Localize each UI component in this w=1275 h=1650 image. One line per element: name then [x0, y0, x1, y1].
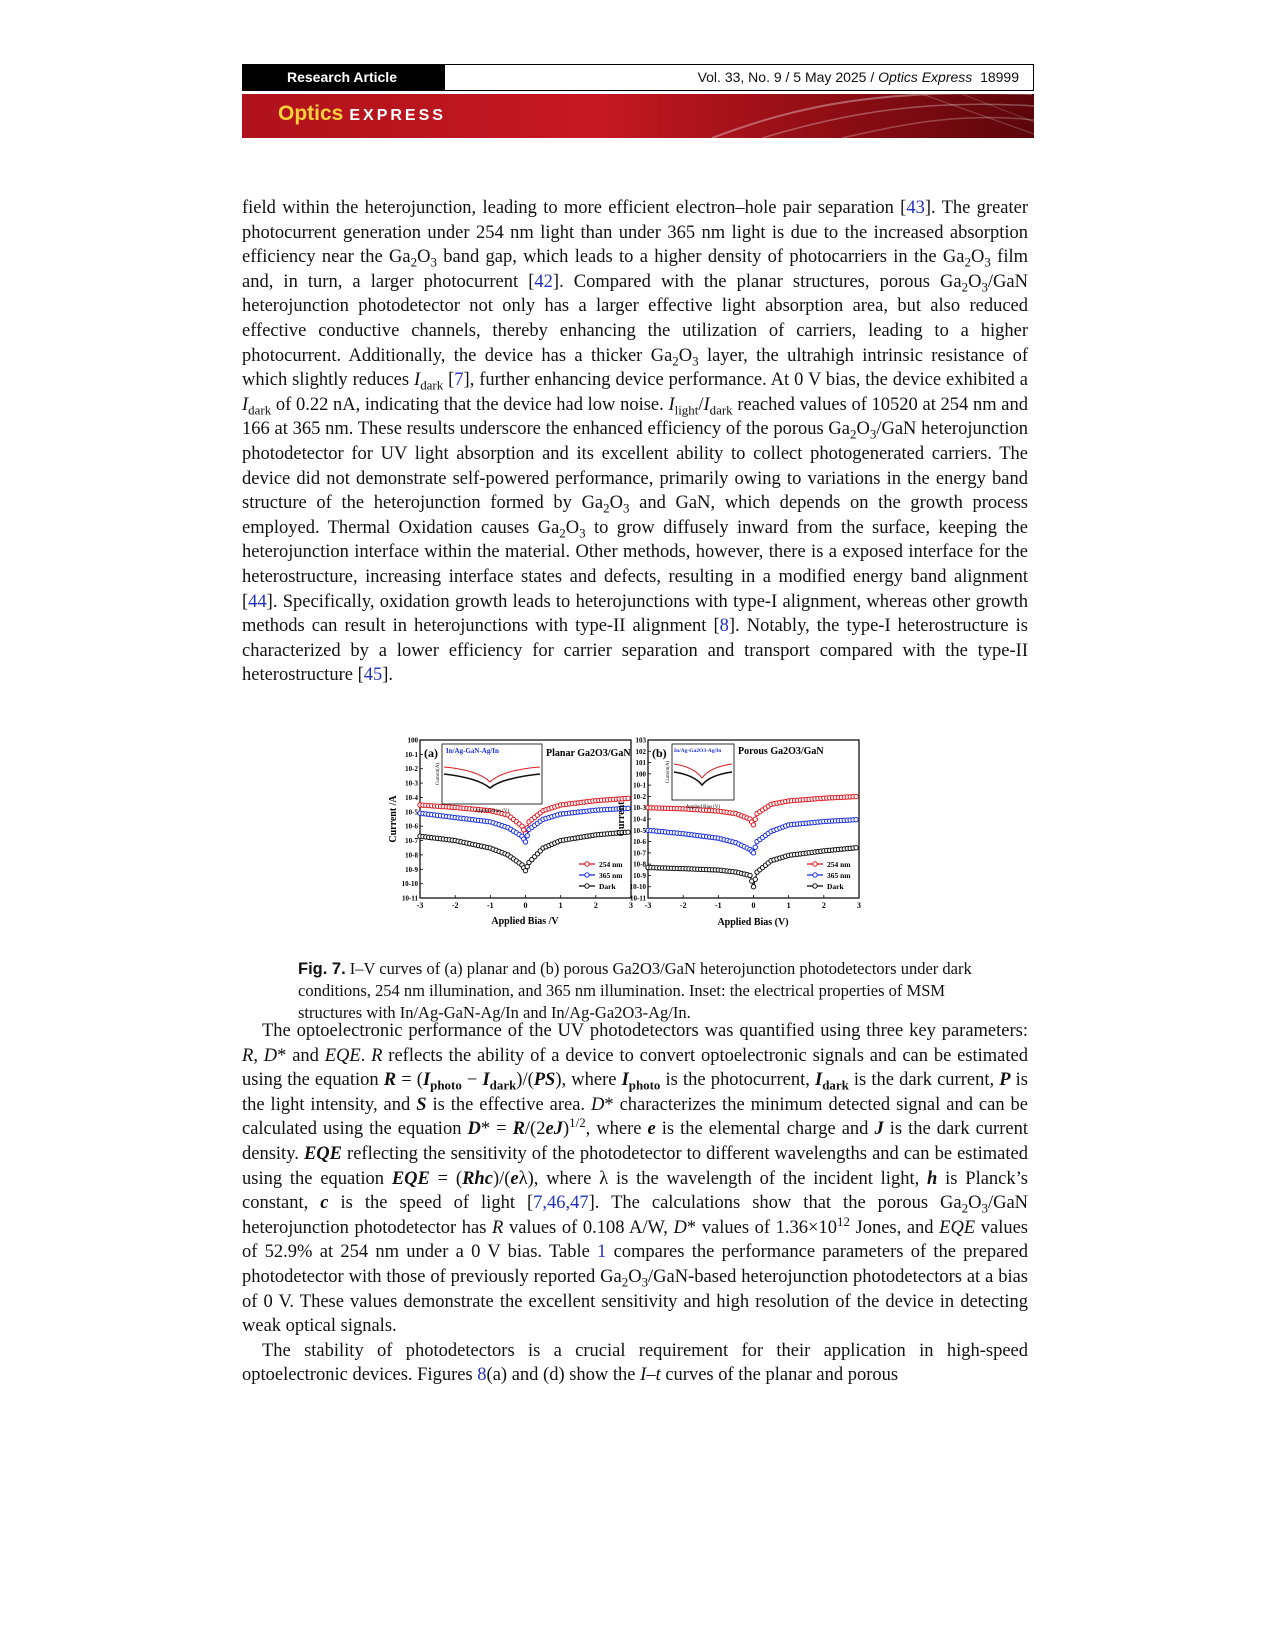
x-tick-label: 3 — [857, 901, 861, 910]
data-point — [753, 845, 757, 849]
y-tick-label: 102 — [635, 747, 646, 756]
body-paragraph-2: The optoelectronic performance of the UV photodetectors was quantified using three key parameters: R, D* and EQE. R reflects the ability of a device to convert optoelectronic signals and can be estimated using the equation $R = (I_{photo} - I_{dark})/(PS)$, where $I_{photo}$ is the photocurrent, $I_{dark}$ is the dark current, P is the light intensity, and S is the effective area. D* characterizes the minimum detected signal and can be calculated using the equation $D* = R/(2eJ)^{1/2}$, where e is the elemental charge and J is the dark current density. EQE reflecting the sensitivity of the photodetector to different wavelengths and can be estimated using the equation EQE = (Rhc)/(eλ), where λ is the wavelength of the incident light, h is Planck’s constant, c is the speed of light [7,46,47]. The calculations show that the porous $Ga_2O_3$/GaN heterojunction photodetector has R values of 0.108 A/W, D* values of $1.36\times 10^{12}$ Jones, and EQE values of 52.9% at 254 nm under a 0 V bias. Table 1 compares the performance parameters of the prepared photodetector with those of previously reported $Ga_2O_3/GaN$-based heterojunction photodetectors at a bias of 0 V. These values demonstrate the excellent sensitivity and high resolution of the device in detecting weak optical signals. The stability of photodetectors is a crucial requirement for their application in high-speed optoelectronic devices. Figures 8(a) and (d) show the I–t curves of the planar and porous — [242, 1021, 1029, 1386]
data-point — [854, 817, 858, 821]
x-tick-label: -2 — [679, 901, 687, 910]
y-tick-label: 10-10 — [401, 880, 418, 889]
y-tick-label: 10-3 — [405, 779, 418, 788]
x-tick-label: 1 — [786, 901, 791, 910]
data-point — [854, 846, 858, 850]
figure-link[interactable]: 8 — [477, 1365, 487, 1386]
y-tick-label: 10-1 — [633, 781, 646, 790]
x-tick-label: -3 — [416, 901, 424, 910]
body-paragraph-1: field within the heterojunction, leading to more efficient electron–hole pair separation [43]. The greater photocurrent generation under 254 nm light than under 365 nm light is due to the increased absorption efficiency near the $Ga_2O_3$ band gap, which leads to a higher density of photocarriers in the $Ga_2O_3$ film and, in turn, a larger photocurrent [42]. Compared with the planar structures, porous $Ga_2O_3$/GaN heterojunction photodetector not only has a larger effective light absorption area, but also reduced effective conductive channels, thereby enhancing the utilization of carriers, leading to a higher photocurrent. Additionally, the device has a thicker $Ga_2O_3$ layer, the ultrahigh intrinsic resistance of which slightly reduces $I_{dark}$ [7], further enhancing device performance. At 0 V bias, the device exhibited a $I_{dark}$ of 0.22 nA, indicating that the device had low noise. $I_{light}/I_{dark}$ reached values of 10520 at 254 nm and 166 at 365 nm. These results underscore the enhanced efficiency of the porous $Ga_2O_3$/GaN heterojunction photodetector for UV light absorption and its excellent ability to collect photogenerated carriers. The device did not demonstrate self-powered performance, primarily owing to variations in the energy band structure of the heterojunction formed by $Ga_2O_3$ and GaN, which depends on the growth process employed. Thermal Oxidation causes $Ga_2O_3$ to grow diffusely inward from the surface, keeping the heterojunction interface within the material. Other methods, however, there is a exposed interface for the heterostructure, increasing interface states and defects, resulting in a modified energy band alignment [44]. Specifically, oxidation growth leads to heterojunctions with type-I alignment, whereas other growth methods can result in heterojunctions with type-II alignment [8]. Notably, the type-I heterostructure is characterized by a lower efficiency for carrier separation and transport compared with the type-II heterostructure [45]. — [242, 198, 1029, 686]
y-tick-label: 10-11 — [402, 894, 418, 903]
article-type: Research Article — [243, 65, 445, 90]
x-tick-label: 0 — [523, 901, 528, 910]
data-point — [753, 817, 757, 821]
citation-link[interactable]: 45 — [363, 665, 383, 686]
panel-b-inset-label: In/Ag-Ga2O3-Ag/In — [674, 748, 722, 754]
y-tick-label: 10-8 — [405, 851, 418, 860]
panel-b-ylabel: Current — [616, 801, 627, 837]
y-tick-label: 10-9 — [405, 865, 418, 874]
caption-text: I–V curves of (a) planar and (b) porous Ga2O3/GaN heterojunction photodetectors under dark conditions, 254 nm illumination, and 365 nm illumination. Inset: the electrical properties of MSM structures with In/Ag-GaN-Ag/In and In/Ag-Ga2O3-Ag/In. — [298, 959, 972, 1022]
panel-a-xlabel: Applied Bias /V — [491, 916, 559, 927]
page-number: 18999 — [980, 69, 1019, 85]
citation-link[interactable]: 8 — [719, 616, 729, 637]
journal-banner — [242, 94, 1034, 138]
figure-caption — [298, 958, 998, 1024]
panel-a-inset-xlabel: Applied Bias (V) — [474, 809, 510, 814]
y-tick-label: 10-5 — [405, 808, 418, 817]
citation-link[interactable]: 7 — [454, 370, 464, 391]
y-tick-label: 100 — [635, 770, 646, 779]
legend-marker — [585, 884, 589, 888]
y-tick-label: 10-5 — [633, 826, 646, 835]
data-point — [751, 823, 755, 827]
x-tick-label: 2 — [821, 901, 826, 910]
y-tick-label: 103 — [635, 736, 646, 745]
panel-a-label: (a) — [424, 746, 438, 760]
legend-label: 254 nm — [599, 860, 623, 869]
panel-a-ylabel: Current /A — [388, 795, 399, 843]
panel-b-title: Porous Ga2O3/GaN — [738, 746, 824, 757]
legend-label: 365 nm — [827, 871, 851, 880]
legend-marker — [813, 873, 817, 877]
y-tick-label: 10-4 — [405, 793, 418, 802]
panel-a-inset-label: In/Ag-GaN-Ag/In — [446, 747, 499, 755]
panel-b-inset-ylabel: Current(A) — [666, 760, 671, 784]
citation-link[interactable]: 44 — [248, 591, 267, 612]
data-point — [748, 873, 752, 877]
x-tick-label: -1 — [486, 901, 494, 910]
panel-b-xlabel: Applied Bias (V) — [717, 917, 789, 928]
journal-name: Optics Express — [878, 69, 973, 85]
legend-marker — [813, 862, 817, 866]
figure-7 — [388, 732, 888, 944]
data-point — [626, 796, 630, 800]
legend-marker — [585, 873, 589, 877]
legend-label: 254 nm — [827, 860, 851, 869]
volume-info — [445, 65, 1033, 90]
y-tick-label: 10-3 — [633, 804, 646, 813]
y-tick-label: 10-2 — [405, 765, 418, 774]
data-point — [751, 851, 755, 855]
panel-a-inset-ylabel: Current(A) — [436, 762, 441, 786]
y-tick-label: 10-9 — [633, 871, 646, 880]
panel-a-title: Planar Ga2O3/GaN — [546, 748, 631, 759]
legend-marker — [585, 862, 589, 866]
caption-tag: Fig. 7. — [298, 960, 346, 978]
y-tick-label: 10-6 — [405, 822, 418, 831]
panel-b — [616, 737, 861, 929]
x-tick-label: 3 — [629, 901, 633, 910]
legend-marker — [813, 884, 817, 888]
data-point — [854, 794, 858, 798]
y-tick-label: 10-6 — [633, 838, 646, 847]
y-tick-label: 10-10 — [629, 883, 646, 892]
x-tick-label: 0 — [751, 901, 756, 910]
y-tick-label: 10-8 — [633, 860, 646, 869]
x-tick-label: -1 — [714, 901, 722, 910]
legend-label: 365 nm — [599, 871, 623, 880]
citation-link[interactable]: 42 — [534, 271, 553, 292]
data-point — [753, 877, 757, 881]
panel-b-label: (b) — [652, 746, 667, 760]
data-point — [751, 885, 755, 889]
table-link[interactable]: 1 — [597, 1242, 607, 1263]
running-header — [242, 64, 1034, 91]
x-tick-label: -2 — [451, 901, 459, 910]
volume-text: Vol. 33, No. 9 / 5 May 2025 / — [697, 69, 879, 85]
x-tick-label: 1 — [558, 901, 563, 910]
data-point — [523, 840, 527, 844]
journal-logo: Optics EXPRESS — [278, 102, 446, 125]
legend-label: Dark — [599, 882, 616, 891]
data-point — [525, 833, 529, 837]
y-tick-label: 10-1 — [405, 750, 418, 759]
y-tick-label: 10-4 — [633, 815, 646, 824]
x-tick-label: -3 — [644, 901, 652, 910]
x-tick-label: 2 — [593, 901, 598, 910]
y-tick-label: 10-7 — [405, 837, 418, 846]
panel-b-inset-xlabel: Applied Bias (V) — [685, 805, 721, 810]
citation-link[interactable]: 7,46,47 — [533, 1193, 589, 1214]
y-tick-label: 10-11 — [630, 894, 646, 903]
citation-link[interactable]: 43 — [906, 198, 925, 218]
y-tick-label: 101 — [635, 759, 646, 768]
y-tick-label: 10-2 — [633, 792, 646, 801]
legend-label: Dark — [827, 882, 844, 891]
y-tick-label: 100 — [407, 736, 418, 745]
y-tick-label: 10-7 — [633, 849, 646, 858]
panel-a — [388, 737, 633, 928]
